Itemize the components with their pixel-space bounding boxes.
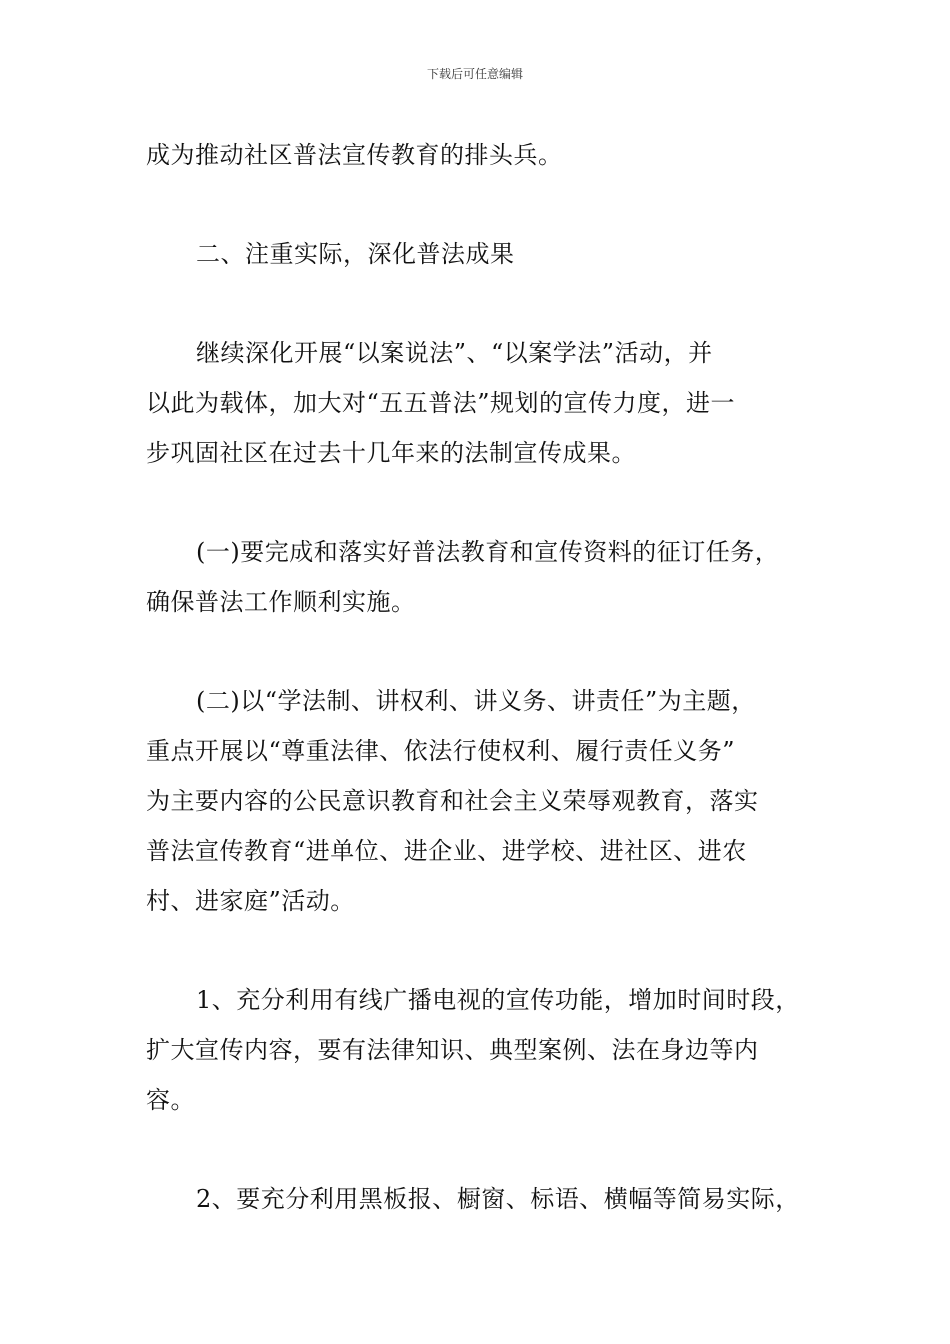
- text-line: 以此为载体，加大对“五五普法”规划的宣传力度，进一: [146, 389, 736, 417]
- text-line: 继续深化开展“以案说法”、“以案学法”活动，并: [196, 339, 713, 367]
- paragraph: [146, 527, 836, 627]
- text-line: 重点开展以“尊重法律、依法行使权利、履行责任义务”: [146, 737, 736, 765]
- text-line: 确保普法工作顺利实施。: [146, 588, 416, 616]
- text-line: 成为推动社区普法宣传教育的排头兵。: [146, 141, 563, 169]
- text-line: 村、进家庭”活动。: [146, 887, 355, 915]
- paragraph: [146, 1174, 836, 1224]
- text-line: (一)要完成和落实好普法教育和宣传资料的征订任务，: [196, 538, 780, 566]
- text-line: 2、要充分利用黑板报、橱窗、标语、横幅等简易实际，: [196, 1185, 800, 1213]
- text-line: (二)以“学法制、讲权利、讲义务、讲责任”为主题，: [196, 687, 756, 715]
- text-line: 扩大宣传内容，要有法律知识、典型案例、法在身边等内: [146, 1036, 759, 1064]
- paragraph: [146, 975, 836, 1125]
- text-line: 二、注重实际，深化普法成果: [196, 240, 515, 268]
- text-line: 普法宣传教育“进单位、进企业、进学校、进社区、进农: [146, 837, 747, 865]
- page-header: 下载后可任意编辑: [426, 67, 523, 81]
- document-body: [146, 130, 836, 1273]
- paragraph: [146, 676, 836, 926]
- text-line: 步巩固社区在过去十几年来的法制宣传成果。: [146, 439, 636, 467]
- paragraph: [146, 328, 836, 478]
- text-line: 容。: [146, 1086, 195, 1114]
- section-heading: [146, 229, 836, 279]
- paragraph-continuation: [146, 130, 836, 180]
- text-line: 1、充分利用有线广播电视的宣传功能，增加时间时段，: [196, 986, 800, 1014]
- text-line: 为主要内容的公民意识教育和社会主义荣辱观教育，落实: [146, 787, 759, 815]
